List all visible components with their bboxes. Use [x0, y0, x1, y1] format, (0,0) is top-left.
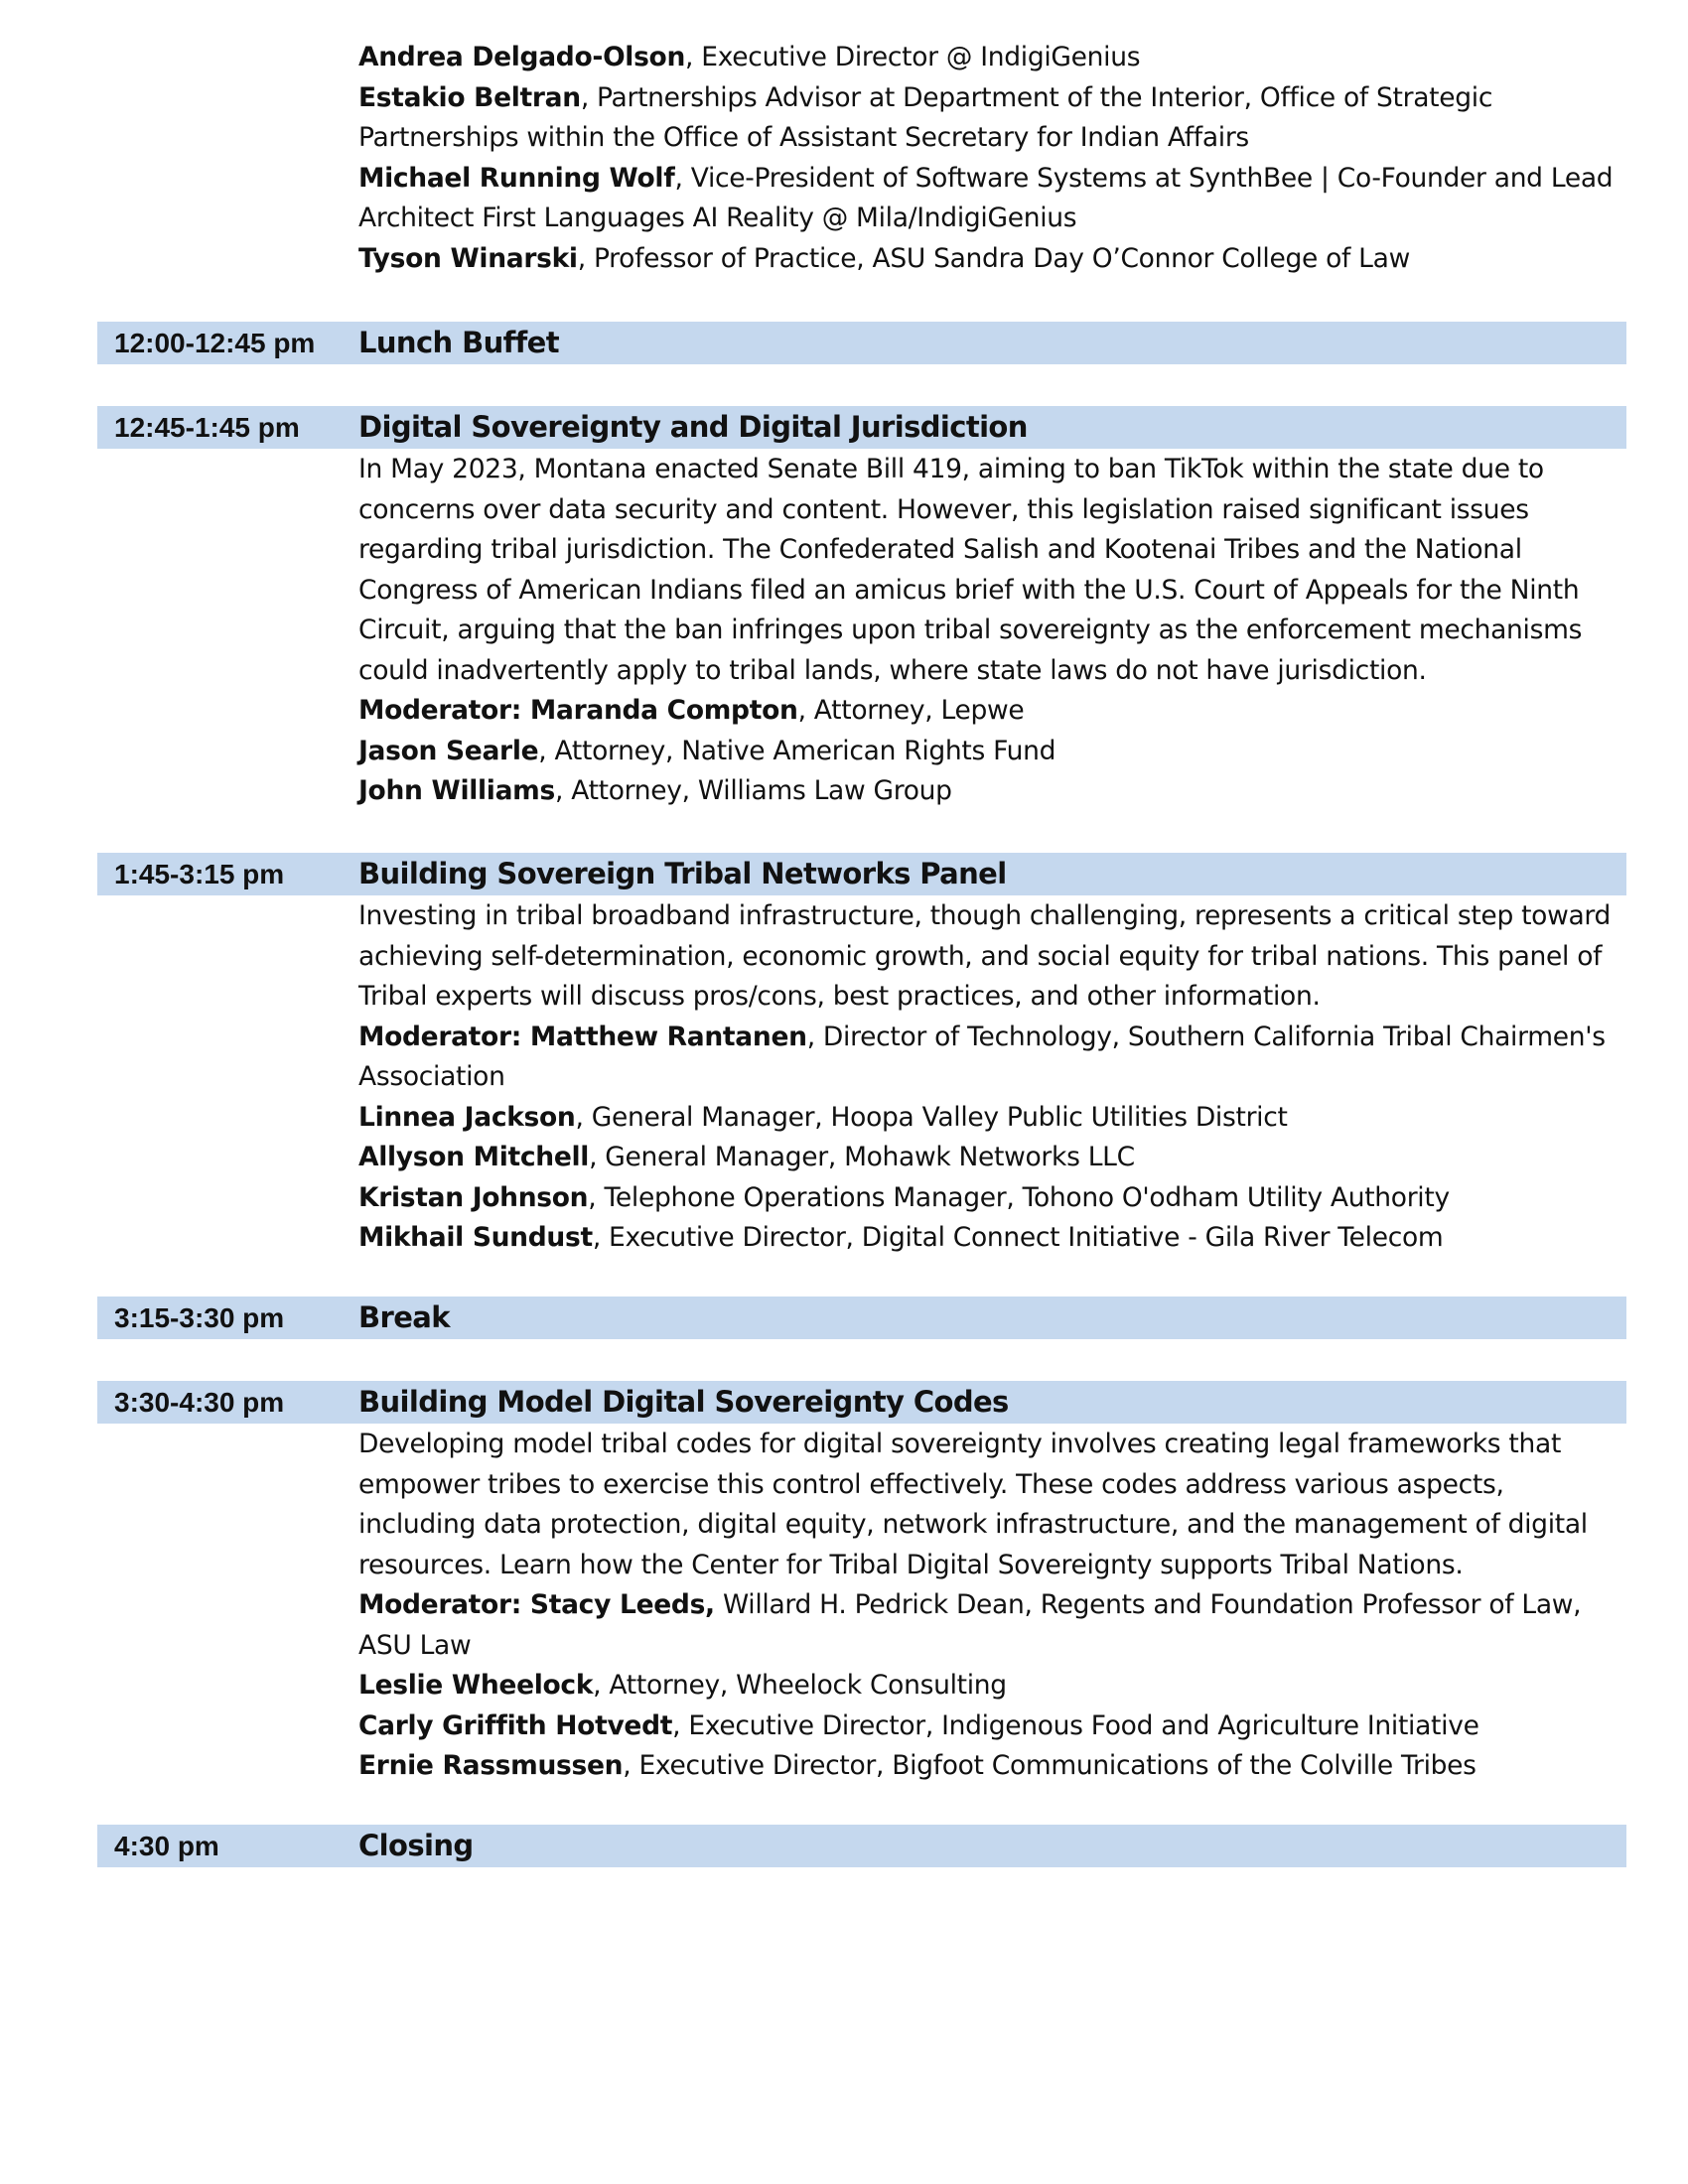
session-tribal-networks: [97, 853, 1626, 1259]
session-description: Investing in tribal broadband infrastructure, though challenging, represents a critical step toward achieving self-determination, economic growth, and social equity for tribal nations. This panel of Tribal experts will discuss pros/cons, best practices, and other information.: [358, 900, 1612, 1012]
speaker-entry: [358, 1666, 1624, 1706]
speaker-name: Carly Griffith Hotvedt: [358, 1709, 673, 1741]
speaker-affiliation: , Attorney, Lepwe: [797, 695, 1025, 726]
session-time: 3:15-3:30 pm: [114, 1302, 285, 1333]
session-body: [358, 449, 1624, 812]
speaker-affiliation: , General Manager, Mohawk Networks LLC: [589, 1142, 1135, 1172]
session-time: 1:45-3:15 pm: [114, 859, 285, 889]
session-title: Building Sovereign Tribal Networks Panel: [358, 857, 1007, 890]
session-closing: [97, 1825, 1626, 1867]
speaker-entry: [358, 1018, 1624, 1098]
speaker-name: Moderator: Matthew Rantanen: [358, 1021, 807, 1052]
speaker-affiliation: , Executive Director @ IndigiGenius: [685, 42, 1141, 72]
speaker-entry: [358, 771, 1624, 812]
session-digital-jurisdiction: [97, 406, 1626, 812]
session-header: [97, 853, 1626, 895]
speaker-entry: [358, 1746, 1624, 1787]
speaker-affiliation: , Partnerships Advisor at Department of the Interior, Office of Strategic Partnerships within the Office of Assistant Secretary for Indian Affairs: [358, 81, 1493, 153]
session-header: [97, 406, 1626, 449]
speaker-entry: [358, 1585, 1624, 1666]
speaker-name: Moderator: Maranda Compton: [358, 695, 798, 726]
speaker-name: Kristan Johnson: [358, 1181, 589, 1213]
speaker-entry: [358, 1178, 1624, 1219]
speaker-entry: [358, 1098, 1624, 1139]
session-description: Developing model tribal codes for digital sovereignty involves creating legal frameworks that empower tribes to exercise this control effectively. These codes address various aspects, including data protection, digital equity, network infrastructure, and the management of digital resources. Learn how the Center for Tribal Digital Sovereignty supports Tribal Nations.: [358, 1429, 1588, 1580]
session-time: 12:00-12:45 pm: [114, 328, 316, 358]
speaker-affiliation: , Attorney, Williams Law Group: [554, 775, 952, 806]
speaker-name: Andrea Delgado-Olson: [358, 42, 686, 72]
session-header: [97, 1297, 1626, 1339]
speaker-name: Michael Running Wolf: [358, 162, 675, 194]
session-body: [358, 1424, 1624, 1787]
session-header: [97, 1381, 1626, 1424]
speaker-name: Jason Searle: [358, 735, 539, 766]
speaker-entry: [358, 1218, 1624, 1259]
session-title: Break: [358, 1300, 450, 1334]
session-model-codes: [97, 1381, 1626, 1787]
session-title: Building Model Digital Sovereignty Codes: [358, 1385, 1009, 1419]
speaker-affiliation: , Attorney, Wheelock Consulting: [593, 1670, 1007, 1701]
speaker-affiliation: , Executive Director, Bigfoot Communications of the Colville Tribes: [623, 1750, 1477, 1781]
session-header: [97, 322, 1626, 364]
session-body: [358, 895, 1624, 1259]
speaker-affiliation: , General Manager, Hoopa Valley Public Utilities District: [575, 1101, 1288, 1133]
speaker-affiliation: , Executive Director, Indigenous Food and Agriculture Initiative: [672, 1709, 1479, 1741]
speaker-entry: [358, 38, 1629, 78]
intro-speaker-list: [358, 38, 1629, 279]
session-time: 3:30-4:30 pm: [114, 1387, 285, 1418]
speaker-name: Leslie Wheelock: [358, 1670, 594, 1701]
speaker-affiliation: , Attorney, Native American Rights Fund: [538, 735, 1056, 766]
speaker-name: Allyson Mitchell: [358, 1142, 590, 1172]
speaker-entry: [358, 691, 1624, 732]
speaker-name: Estakio Beltran: [358, 81, 581, 113]
speaker-name: Mikhail Sundust: [358, 1222, 593, 1253]
speaker-affiliation: , Director of Technology, Southern California Tribal Chairmen's Association: [358, 1021, 1606, 1092]
session-title: Digital Sovereignty and Digital Jurisdiction: [358, 410, 1028, 444]
session-lunch: [97, 322, 1626, 364]
speaker-affiliation: , Telephone Operations Manager, Tohono O'odham Utility Authority: [588, 1181, 1450, 1213]
session-title: Closing: [358, 1829, 474, 1862]
speaker-entry: [358, 78, 1629, 159]
session-time: 4:30 pm: [114, 1831, 219, 1861]
speaker-entry: [358, 239, 1629, 280]
speaker-name: Moderator: Stacy Leeds,: [358, 1589, 715, 1620]
speaker-affiliation: , Executive Director, Digital Connect Initiative - Gila River Telecom: [592, 1222, 1444, 1253]
speaker-entry: [358, 159, 1629, 239]
speaker-entry: [358, 1138, 1624, 1178]
speaker-name: Ernie Rassmussen: [358, 1750, 624, 1781]
session-time: 12:45-1:45 pm: [114, 412, 300, 443]
speaker-entry: [358, 1706, 1624, 1747]
speaker-entry: [358, 732, 1624, 772]
speaker-affiliation: , Vice-President of Software Systems at SynthBee | Co-Founder and Lead Architect First Languages AI Reality @ Mila/IndigiGenius: [358, 162, 1614, 233]
speaker-name: Tyson Winarski: [358, 242, 578, 274]
session-break: [97, 1297, 1626, 1339]
session-header: [97, 1825, 1626, 1867]
speaker-affiliation: , Professor of Practice, ASU Sandra Day O’Connor College of Law: [577, 242, 1410, 274]
speaker-name: Linnea Jackson: [358, 1101, 576, 1133]
speaker-affiliation: Willard H. Pedrick Dean, Regents and Foundation Professor of Law, ASU Law: [358, 1589, 1582, 1661]
session-title: Lunch Buffet: [358, 326, 560, 359]
speaker-name: John Williams: [358, 775, 555, 806]
session-description: In May 2023, Montana enacted Senate Bill 419, aiming to ban TikTok within the state due to concerns over data security and content. However, this legislation raised significant issues regarding tribal jurisdiction. The Confederated Salish and Kootenai Tribes and the National Congress of American Indians filed an amicus brief with the U.S. Court of Appeals for the Ninth Circuit, arguing that the ban infringes upon tribal sovereignty as the enforcement mechanisms could inadvertently apply to tribal lands, where state laws do not have jurisdiction.: [358, 454, 1583, 686]
